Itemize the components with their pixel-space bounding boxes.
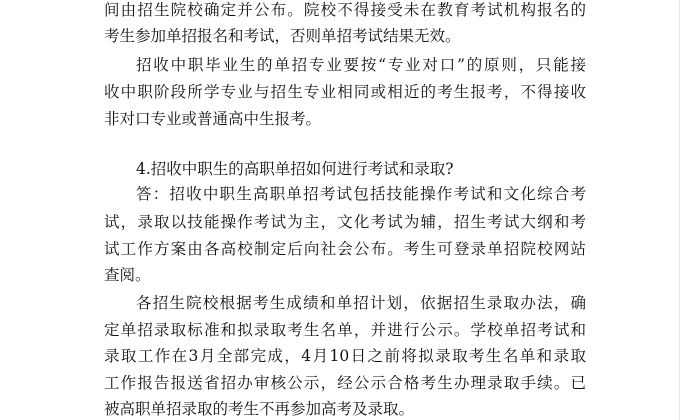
section-4-heading: 4.招收中职生的高职单招如何进行考试和录取? xyxy=(136,160,454,178)
answer-line-3: 试工作方案由各高校制定后向社会公布。考生可登录单招院校网站 xyxy=(104,240,586,258)
admission-line-5: 被高职单招录取的考生不再参加高考及录取。 xyxy=(104,400,415,418)
answer-line-4: 查阅。 xyxy=(104,266,151,284)
admission-line-3: 录取工作在3月全部完成，4月10日之前将拟录取考生名单和录取 xyxy=(104,347,586,365)
admission-line-4: 工作报告报送省招办审核公示，经公示合格考生办理录取手续。已 xyxy=(104,374,586,392)
paragraph-2-line-1: 招收中职毕业生的单招专业要按“专业对口”的原则，只能接 xyxy=(136,56,586,74)
answer-line-1: 答：招收中职生高职单招考试包括技能操作考试和文化综合考 xyxy=(136,185,586,203)
admission-line-2: 定单招录取标准和拟录取考生名单，并进行公示。学校单招考试和 xyxy=(104,321,586,339)
admission-line-1: 各招生院校根据考生成绩和单招计划，依据招生录取办法，确 xyxy=(136,294,586,312)
paragraph-1-line-2: 考生参加单招报名和考试，否则单招考试结果无效。 xyxy=(104,27,461,45)
paragraph-2-line-2: 收中职阶段所学专业与招生专业相同或相近的考生报考，不得接收 xyxy=(104,83,586,101)
answer-line-2: 试，录取以技能操作考试为主，文化考试为辅，招生考试大纲和考 xyxy=(104,213,586,231)
paragraph-2-line-3: 非对口专业或普通高中生报考。 xyxy=(104,110,322,128)
paragraph-1-line-1: 间由招生院校确定并公布。院校不得接受未在教育考试机构报名的 xyxy=(104,1,586,19)
